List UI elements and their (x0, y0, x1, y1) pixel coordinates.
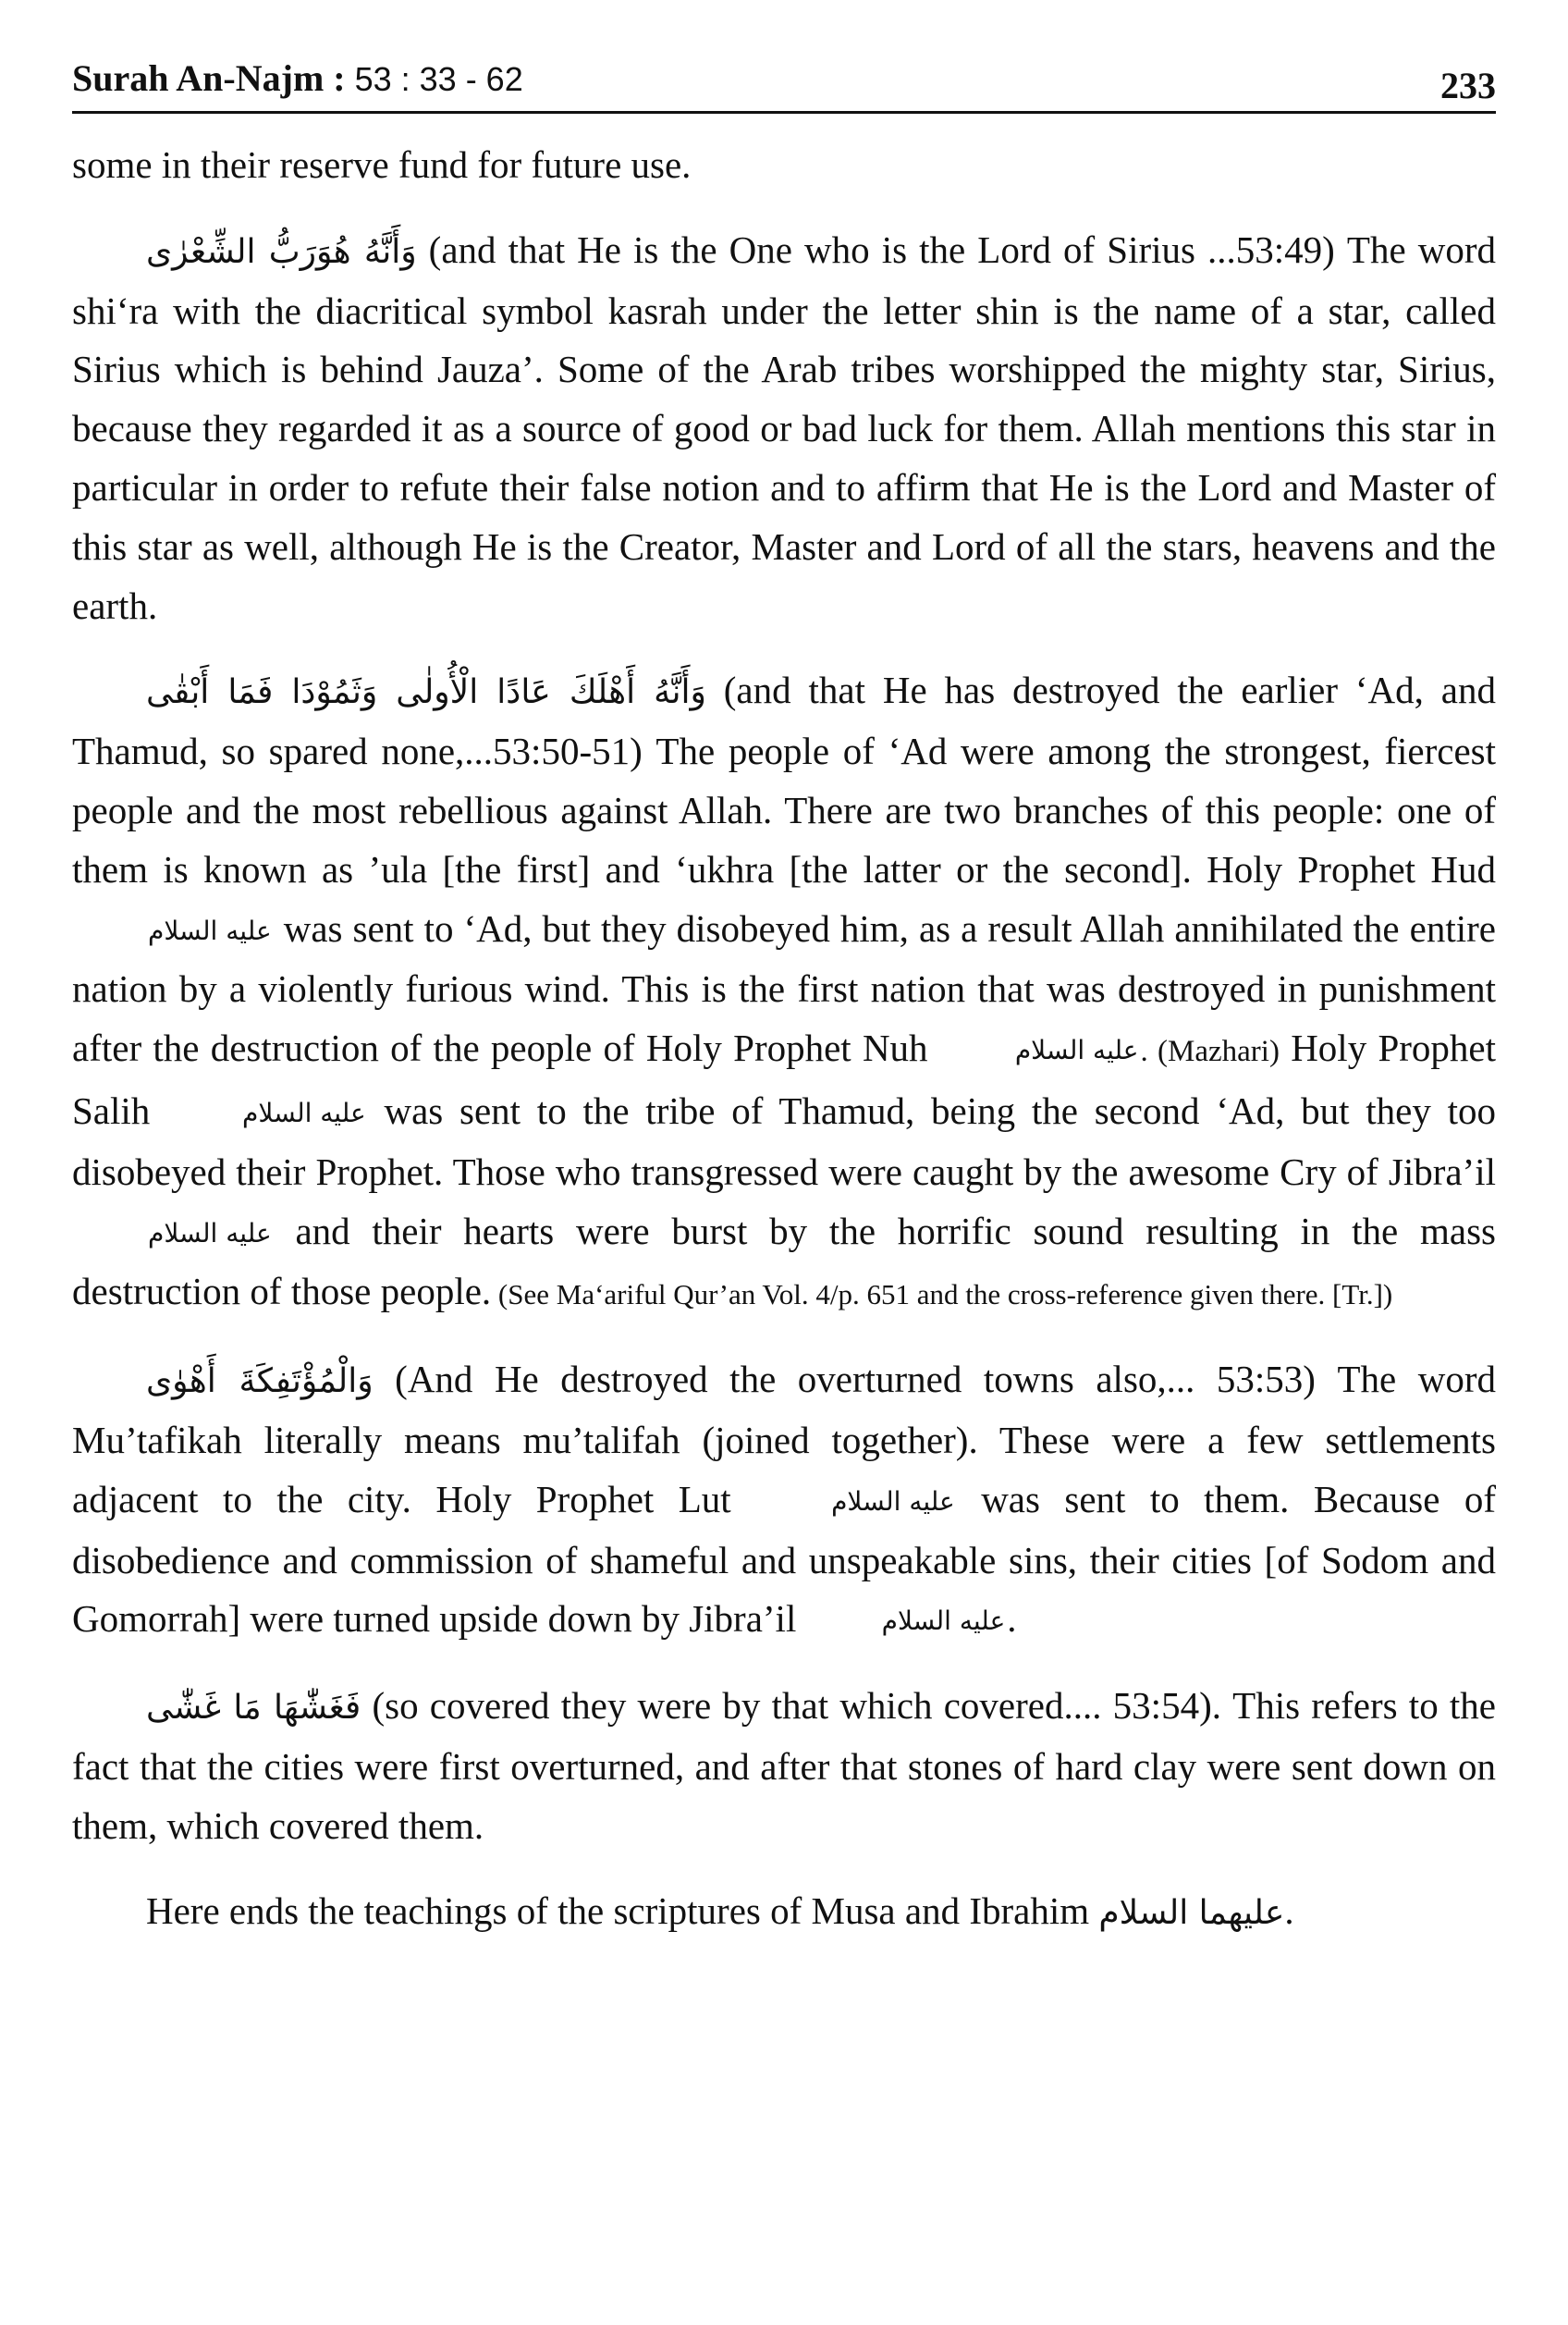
page-number: 233 (1440, 65, 1496, 106)
honorific-glyph: عليه السلام (881, 1605, 1006, 1637)
paragraph-covered: فَغَشّٰهَا مَا غَشّٰى (so covered they were by that which covered.... 53:54). This refers to the fact that the cities were first overturned, and after that stones of hard clay were sent down on them, which covered them. (72, 1684, 1496, 1847)
paragraph-mutafikah: وَالْمُؤْتَفِكَةَ أَهْوٰى (And He destroyed the overturned towns also,... 53:53) The word Mu’tafikah literally means mu’talifah (joined together). These were a few settlements adjacent to the city. Holy Prophet Lut عليه السلام was sent to them. Because of disobedience and commission of shameful and unspeakable sins, their cities [of Sodom and Gomorrah] were turned upside down by Jibra’il عليه السلام. (72, 1350, 1496, 1651)
honorific-glyph: عليه السلام (831, 1485, 955, 1517)
paragraph-sirius: وَأَنَّهُ هُوَرَبُّ الشِّعْرٰى (and that He is the One who is the Lord of Sirius ...53:49) The word shi‘ra with the diacritical symbol kasrah under the letter shin is the name of a star, called Sirius which is behind Jauza’. Some of the Arab tribes worshipped the mighty star, Sirius, because they regarded it as a source of good or bad luck for them. Allah mentions this star in particular in order to refute their false notion and to affirm that He is the Lord and Master of this star as well, although He is the Creator, Master and Lord of all the stars, heavens and the earth. (72, 228, 1496, 627)
verse-reference: 53 : 33 - 62 (345, 60, 523, 98)
arabic-verse: وَأَنَّهُ هُوَرَبُّ الشِّعْرٰى (146, 232, 417, 271)
honorific-glyph: عليه السلام (242, 1097, 366, 1128)
honorific-glyph: عليه السلام (148, 915, 272, 946)
paragraph-ad-thamud: وَأَنَّهُ أَهْلَكَ عَادًا الْأُولٰى وَثَمُوْدَا فَمَا أَبْقٰى (and that He has destroyed the earlier ‘Ad, and Thamud, so spared none,...53:50-51) The people of ‘Ad were among the strongest, fiercest people and the most rebellious against Allah. There are two branches of this people: one of them is known as ’ula [the first] and ‘ukhra [the latter or the second]. Holy Prophet Hud عليه السلام was sent to ‘Ad, but they disobeyed him, as a result Allah annihilated the entire nation by a violently furious wind. This is the first nation that was destroyed in punishment after the destruction of the people of Holy Prophet Nuh عليه السلام. (Mazhari) Holy Prophet Salih عليه السلام was sent to the tribe of Thamud, being the second ‘Ad, but they too disobeyed their Prophet. Those who transgressed were caught by the awesome Cry of Jibra’il عليه السلام and their hearts were burst by the horrific sound resulting in the mass destruction of those people. (See Ma‘ariful Qur’an Vol. 4/p. 651 and the cross-reference given there. [Tr.]) (72, 669, 1497, 1313)
arabic-verse: وَالْمُؤْتَفِكَةَ أَهْوٰى (146, 1362, 374, 1401)
body-text (72, 136, 1496, 1942)
arabic-blessing: عليهما السلام (1098, 1893, 1285, 1932)
arabic-verse: فَغَشّٰهَا مَا غَشّٰى (146, 1689, 361, 1728)
header-title (72, 56, 523, 100)
honorific-glyph: عليه السلام (148, 1217, 272, 1249)
page (72, 54, 1496, 1968)
translator-note: (See Ma‘ariful Qur’an Vol. 4/p. 651 and the cross-reference given there. [Tr.]) (491, 1278, 1393, 1311)
paragraph-closing: Here ends the teachings of the scriptures of Musa and Ibrahim عليهما السلام. (146, 1888, 1294, 1932)
surah-name: Surah An-Najm : (72, 57, 346, 99)
paragraph-0: some in their reserve fund for future use. (72, 143, 692, 186)
running-header (72, 54, 1496, 114)
arabic-verse: وَأَنَّهُ أَهْلَكَ عَادًا الْأُولٰى وَثَمُوْدَا فَمَا أَبْقٰى (146, 673, 706, 712)
honorific-glyph: عليه السلام (1014, 1035, 1139, 1066)
